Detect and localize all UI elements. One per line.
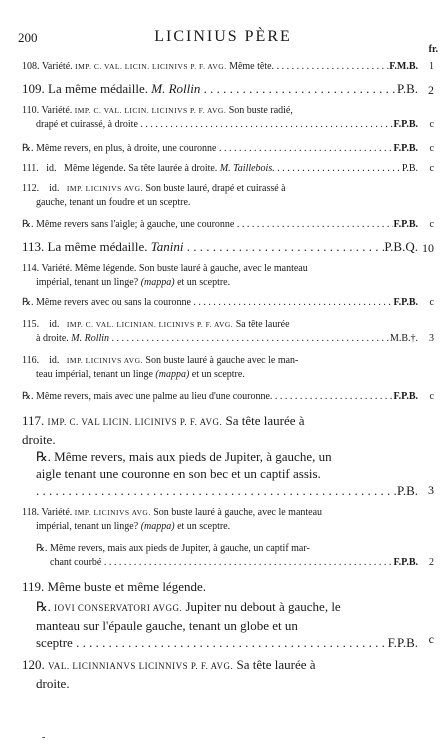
reverse-119: ℞. IOVI CONSERVATORI AVGG. Jupiter nu debout à gauche, le manteau sur l'épaule gauche, tenant un globe et un sceptre . . . F.P.B. [22,598,418,651]
margin-label: fr. [428,44,438,55]
rarity-rev112: c [429,219,434,230]
rarity-rev114: c [429,297,434,308]
decorative-dash: - [42,732,46,743]
rarity-115: 3 [429,333,434,344]
entry-118: 118. Variété. IMP. LICINIVS AVG. Son buste lauré à gauche, avec le manteau impérial, tenant un linge? (mappa) et un sceptre. [22,507,323,532]
entry-120: 120. VAL. LICINNIANVS LICINNIVS P. F. AVG. Sa tête laurée à droite. [22,657,316,691]
rarity-111: c [429,163,434,174]
rarity-108: 1 [429,61,434,72]
entry-110: 110. Variété. IMP. C. VAL. LICIN. LICINIVS P. F. AVG. Son buste radié, drapé et cuirassé, à droite . . . F.P.B. [22,104,418,132]
rarity-rev110: c [429,143,434,154]
entry-109: 109. La même médaille. M. Rollin . . . P.B. [22,80,418,97]
reverse-112: ℞. Même revers sans l'aigle; à gauche, une couronne . . . F.P.B. [22,218,418,232]
entry-119: 119. Même buste et même légende. [22,579,206,594]
rarity-rev118: 2 [429,557,434,568]
entry-text: 108. Variété. IMP. C. VAL. LICIN. LICINIVS P. F. AVG. Même tête. . . . [22,60,389,74]
entry-114: 114. Variété. Même légende. Son buste lauré à gauche, avec le manteau impérial, tenant un linge? (mappa) et un sceptre. [22,263,308,288]
page-number: 200 [18,30,38,45]
reverse-118: ℞. Même revers, mais aux pieds de Jupiter, à gauche, un captif mar- chant courbé . . . F.P.B. [22,542,418,570]
entry-116: 116. id. IMP. LICINIVS AVG. Son buste lauré à gauche avec le man- teau impérial, tenant un linge (mappa) et un sceptre. [22,355,299,380]
reverse-116: ℞. Même revers, mais avec une palme au lieu d'une couronne. . . . F.P.B. [22,390,418,404]
entry-113: 113. La même médaille. Tanini . . . P.B.Q. [22,238,418,255]
entry-115: 115. id. IMP. C. VAL. LICINIAN. LICINIVS P. F. AVG. Sa tête laurée à droite. M. Rollin . . . M.B.†. [22,318,418,346]
rarity-113: 10 [422,241,434,255]
rarity-rev117: 3 [428,483,434,497]
reverse-110: ℞. Même revers, en plus, à droite, une couronne . . . F.P.B. [22,142,418,156]
rarity-rev116: c [429,391,434,402]
entry-112: 112. id. IMP. LICINIVS AVG. Son buste lauré, drapé et cuirassé à gauche, tenant un foudre et un sceptre. [22,183,286,208]
reverse-114: ℞. Même revers avec ou sans la couronne . . . F.P.B. [22,296,418,310]
rarity-rev119: c [428,632,434,646]
module-label: F.M.B. [389,61,418,72]
reverse-117: ℞. Même revers, mais aux pieds de Jupiter, à gauche, un aigle tenant une couronne en son bec et un captif assis. . . . P.B. [22,448,418,499]
entry-108 [22,60,418,74]
module-label: P.B. [397,81,418,96]
entry-111: 111. id. Même légende. Sa tête laurée à droite. M. Taillebois. . . . P.B. [22,162,418,176]
rarity-110: c [429,119,434,130]
rarity-109: 2 [428,83,434,97]
running-head: LICINIUS PÈRE [154,28,292,45]
entry-117: 117. IMP. C. VAL LICIN. LICINIVS P. F. AVG. Sa tête laurée à droite. [22,413,305,447]
